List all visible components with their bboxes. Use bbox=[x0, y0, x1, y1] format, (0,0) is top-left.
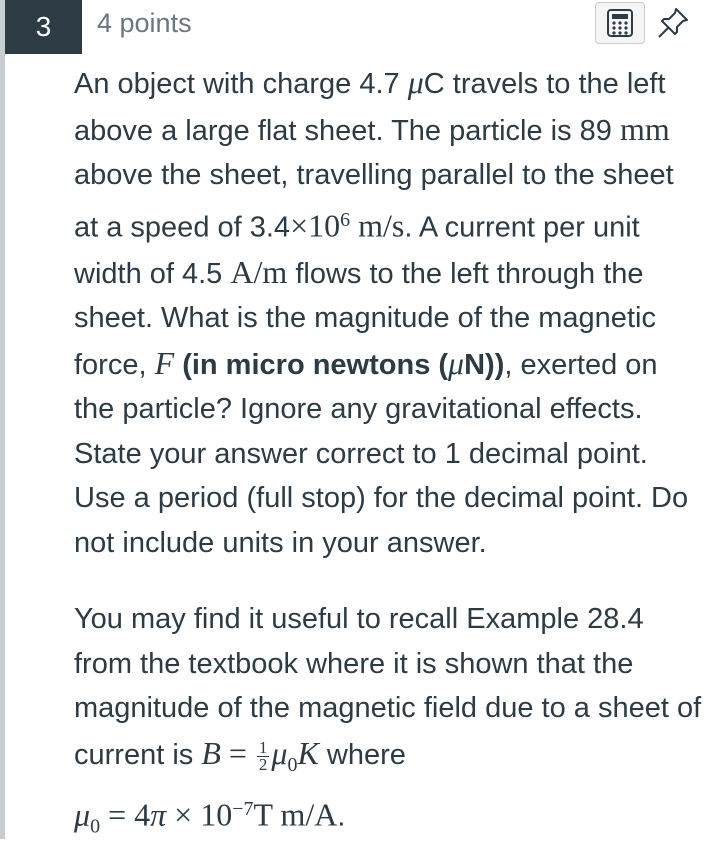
question-points: 4 points bbox=[97, 8, 192, 38]
left-border bbox=[0, 0, 5, 839]
question-number: 3 bbox=[5, 0, 82, 54]
calculator-button[interactable] bbox=[595, 2, 645, 44]
question-tools bbox=[595, 2, 693, 44]
question-paragraph-2: You may find it useful to recall Example 28.4 from the textbook where it is shown that the magnitude of the magnetic field due to a sheet of current is B = $\frac{1}{2}$ $\mu_0K$ where $\mu_0 = 4\pi \times 10^{-7}T$ m/A. bbox=[74, 603, 702, 838]
pin-icon bbox=[656, 6, 690, 40]
question-text bbox=[74, 60, 704, 849]
pin-button[interactable] bbox=[653, 3, 693, 43]
calculator-icon bbox=[607, 9, 633, 37]
question-paragraph-1: An object with charge 4.7 μC travels to the left above a large flat sheet. The particle is 89 mm above the sheet, travelling parallel to the sheet at a speed of $3.4\times 10^6$ m/s. A current per unit width of 4.5 A/m flows to the left through the sheet. What is the magnitude of the magnetic force, F (in micro newtons (μN)), exerted on the particle? Ignore any gravitational effects. State your answer correct to 1 decimal point. Use a period (full stop) for the decimal point. Do not include units in your answer. bbox=[74, 64, 689, 559]
